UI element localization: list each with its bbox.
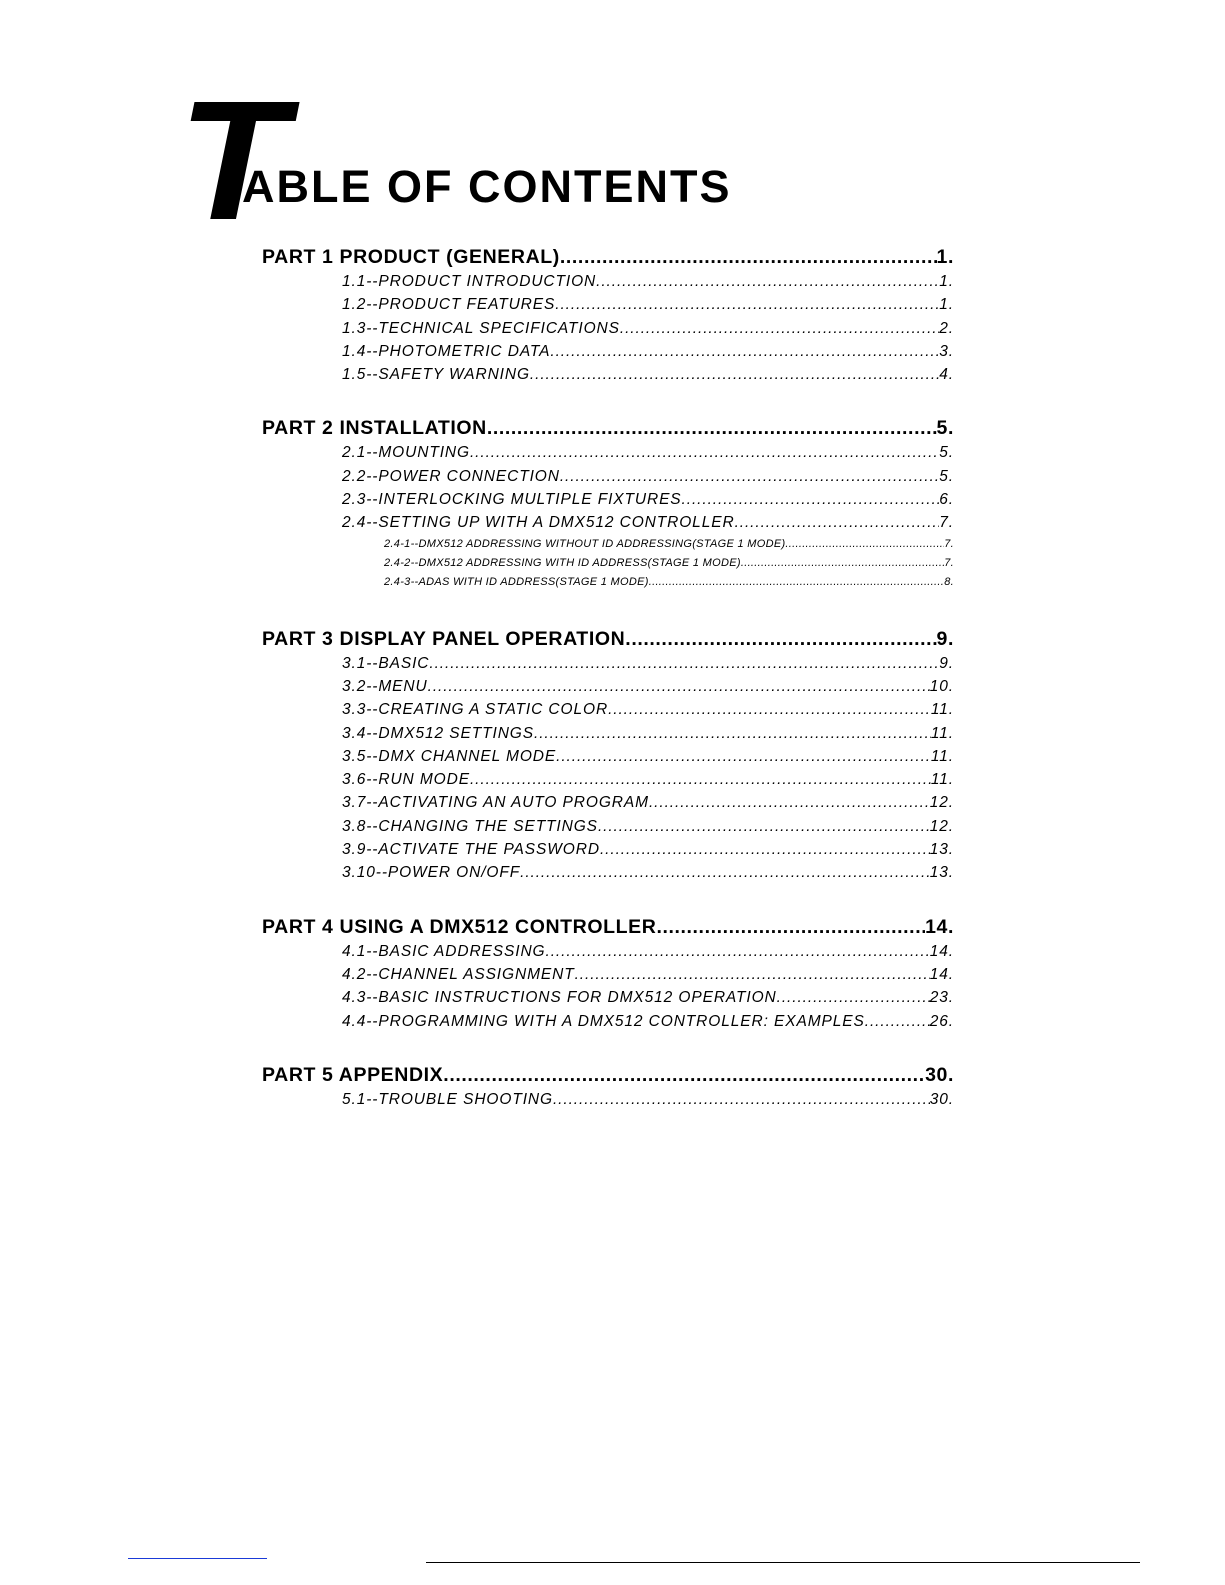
entry-page: 11. <box>930 724 954 742</box>
entry-title: 4.4--PROGRAMMING WITH A DMX512 CONTROLLER: EXAMPLES <box>342 1012 865 1030</box>
toc-part-1[interactable] <box>262 244 954 270</box>
entry-page: 2. <box>939 319 954 337</box>
dot-leader <box>470 768 931 791</box>
entry-title: 2.3--INTERLOCKING MULTIPLE FIXTURES <box>342 491 682 509</box>
toc-subentry[interactable] <box>262 535 954 554</box>
toc-entry[interactable] <box>262 963 954 986</box>
toc-entry[interactable] <box>262 986 954 1009</box>
entry-page: 11. <box>930 701 954 719</box>
entry-title: 1.1--PRODUCT INTRODUCTION <box>342 273 597 290</box>
part-title: PART 2 INSTALLATION <box>262 417 487 440</box>
dot-leader <box>553 1088 930 1111</box>
toc-entry[interactable] <box>262 441 954 464</box>
dot-leader <box>656 914 925 940</box>
toc-entry[interactable] <box>262 815 954 838</box>
toc-part-3[interactable] <box>262 626 954 652</box>
entry-title: 2.1--MOUNTING <box>342 444 470 462</box>
dot-leader <box>530 363 939 386</box>
subentry-title: 2.4-2--DMX512 ADDRESSING WITH ID ADDRESS(STAGE 1 MODE) <box>384 556 741 569</box>
entry-title: 3.6--RUN MODE <box>342 771 470 789</box>
entry-title: 2.4--SETTING UP WITH A DMX512 CONTROLLER <box>342 514 735 532</box>
entry-title: 3.5--DMX CHANNEL MODE <box>342 747 557 765</box>
entry-page: 10. <box>929 677 954 695</box>
toc-subentry[interactable] <box>262 573 954 592</box>
title-initial: T <box>178 66 288 256</box>
entry-page: 1. <box>939 273 954 290</box>
entry-page: 1. <box>939 296 954 314</box>
footer-rule <box>426 1562 1140 1563</box>
entry-page: 7. <box>939 514 954 532</box>
toc-entry[interactable] <box>262 270 954 293</box>
dot-leader <box>735 511 940 534</box>
dot-leader <box>520 861 930 884</box>
part-page: 30. <box>925 1063 954 1086</box>
entry-title: 3.10--POWER ON/OFF <box>342 864 521 882</box>
dot-leader <box>649 573 944 592</box>
dot-leader <box>487 415 937 441</box>
dot-leader <box>560 244 937 270</box>
part-title: PART 4 USING A DMX512 CONTROLLER <box>262 915 657 938</box>
entry-page: 30. <box>929 1090 954 1108</box>
dot-leader <box>741 554 944 573</box>
entry-page: 14. <box>929 965 954 983</box>
entry-page: 14. <box>929 942 954 960</box>
toc-entry[interactable] <box>262 340 954 363</box>
dot-leader <box>596 270 939 293</box>
entry-title: 3.8--CHANGING THE SETTINGS <box>342 817 598 835</box>
entry-page: 11. <box>930 747 954 765</box>
entry-page: 5. <box>939 467 954 485</box>
entry-title: 4.1--BASIC ADDRESSING <box>342 942 546 960</box>
part-page: 5. <box>936 417 954 440</box>
part-title: PART 3 DISPLAY PANEL OPERATION <box>262 627 626 650</box>
dot-leader <box>470 441 939 464</box>
dot-leader <box>620 317 939 340</box>
entry-title: 1.4--PHOTOMETRIC DATA <box>342 342 551 360</box>
toc-entry[interactable] <box>262 861 954 884</box>
dot-leader <box>429 652 939 675</box>
dot-leader <box>428 675 930 698</box>
dot-leader <box>600 838 930 861</box>
subentry-title: 2.4-1--DMX512 ADDRESSING WITHOUT ID ADDRESSING(STAGE 1 MODE) <box>384 537 786 550</box>
toc-entry[interactable] <box>262 791 954 814</box>
subentry-page: 7. <box>944 556 954 569</box>
toc-entry[interactable] <box>262 465 954 488</box>
subentry-page: 8. <box>944 575 954 588</box>
subentry-title: 2.4-3--ADAS WITH ID ADDRESS(STAGE 1 MODE) <box>384 575 649 588</box>
entry-title: 4.3--BASIC INSTRUCTIONS FOR DMX512 OPERATION <box>342 989 777 1007</box>
dot-leader <box>555 293 939 316</box>
entry-title: 3.4--DMX512 SETTINGS <box>342 724 534 742</box>
entry-page: 5. <box>939 444 954 462</box>
subentry-page: 7. <box>944 537 954 550</box>
entry-page: 26. <box>929 1012 954 1030</box>
toc-subentry[interactable] <box>262 554 954 573</box>
dot-leader <box>556 745 931 768</box>
toc-entry[interactable] <box>262 652 954 675</box>
entry-title: 4.2--CHANNEL ASSIGNMENT <box>342 965 575 983</box>
entry-page: 4. <box>939 366 954 384</box>
entry-title: 3.3--CREATING A STATIC COLOR <box>342 701 609 719</box>
dot-leader <box>550 340 939 363</box>
dot-leader <box>682 488 940 511</box>
toc-entry[interactable] <box>262 722 954 745</box>
section-gap <box>262 1033 954 1062</box>
entry-page: 11. <box>930 771 954 789</box>
entry-title: 3.2--MENU <box>342 677 428 695</box>
entry-title: 1.5--SAFETY WARNING <box>342 366 530 384</box>
entry-title: 5.1--TROUBLE SHOOTING <box>342 1090 553 1108</box>
entry-title: 1.3--TECHNICAL SPECIFICATIONS <box>342 319 620 337</box>
entry-title: 2.2--POWER CONNECTION <box>342 467 560 485</box>
dot-leader <box>777 986 930 1009</box>
toc-part-2[interactable] <box>262 415 954 441</box>
toc-part-5[interactable] <box>262 1062 954 1088</box>
footer-rule-blue <box>128 1558 267 1559</box>
table-of-contents <box>262 244 954 1111</box>
dot-leader <box>534 722 931 745</box>
entry-title: 3.1--BASIC <box>342 654 430 672</box>
part-page: 1. <box>936 246 954 268</box>
entry-title: 1.2--PRODUCT FEATURES <box>342 296 556 314</box>
entry-page: 23. <box>929 989 954 1007</box>
entry-page: 13. <box>929 841 954 859</box>
toc-entry[interactable] <box>262 675 954 698</box>
title-text: ABLE OF CONTENTS <box>242 161 732 212</box>
dot-leader <box>608 698 931 721</box>
toc-entry[interactable] <box>262 511 954 534</box>
entry-title: 3.7--ACTIVATING AN AUTO PROGRAM <box>342 794 649 812</box>
entry-title: 3.9--ACTIVATE THE PASSWORD <box>342 841 600 859</box>
toc-entry[interactable] <box>262 1088 954 1111</box>
toc-part-4[interactable] <box>262 914 954 940</box>
section-gap <box>262 386 954 415</box>
section-gap <box>262 885 954 914</box>
toc-entry[interactable] <box>262 745 954 768</box>
entry-page: 3. <box>939 342 954 360</box>
entry-page: 9. <box>939 654 954 672</box>
toc-entry[interactable] <box>262 363 954 386</box>
dot-leader <box>575 963 930 986</box>
dot-leader <box>625 626 936 652</box>
toc-entry[interactable] <box>262 838 954 861</box>
dot-leader <box>785 535 944 554</box>
toc-entry[interactable] <box>262 698 954 721</box>
dot-leader <box>865 1010 930 1033</box>
entry-page: 12. <box>929 794 954 812</box>
toc-entry[interactable] <box>262 488 954 511</box>
toc-entry[interactable] <box>262 317 954 340</box>
part-title: PART 1 PRODUCT (GENERAL) <box>262 246 560 268</box>
page-title <box>178 66 798 256</box>
part-page: 14. <box>925 915 954 938</box>
part-title: PART 5 APPENDIX <box>262 1063 444 1086</box>
entry-page: 6. <box>939 491 954 509</box>
toc-entry[interactable] <box>262 768 954 791</box>
part-page: 9. <box>936 627 954 650</box>
dot-leader <box>443 1062 925 1088</box>
dot-leader <box>546 940 930 963</box>
section-gap <box>262 592 954 626</box>
entry-page: 12. <box>929 817 954 835</box>
dot-leader <box>560 465 939 488</box>
dot-leader <box>649 791 930 814</box>
toc-entry[interactable] <box>262 293 954 316</box>
entry-page: 13. <box>929 864 954 882</box>
dot-leader <box>598 815 930 838</box>
toc-entry[interactable] <box>262 1010 954 1033</box>
toc-entry[interactable] <box>262 940 954 963</box>
